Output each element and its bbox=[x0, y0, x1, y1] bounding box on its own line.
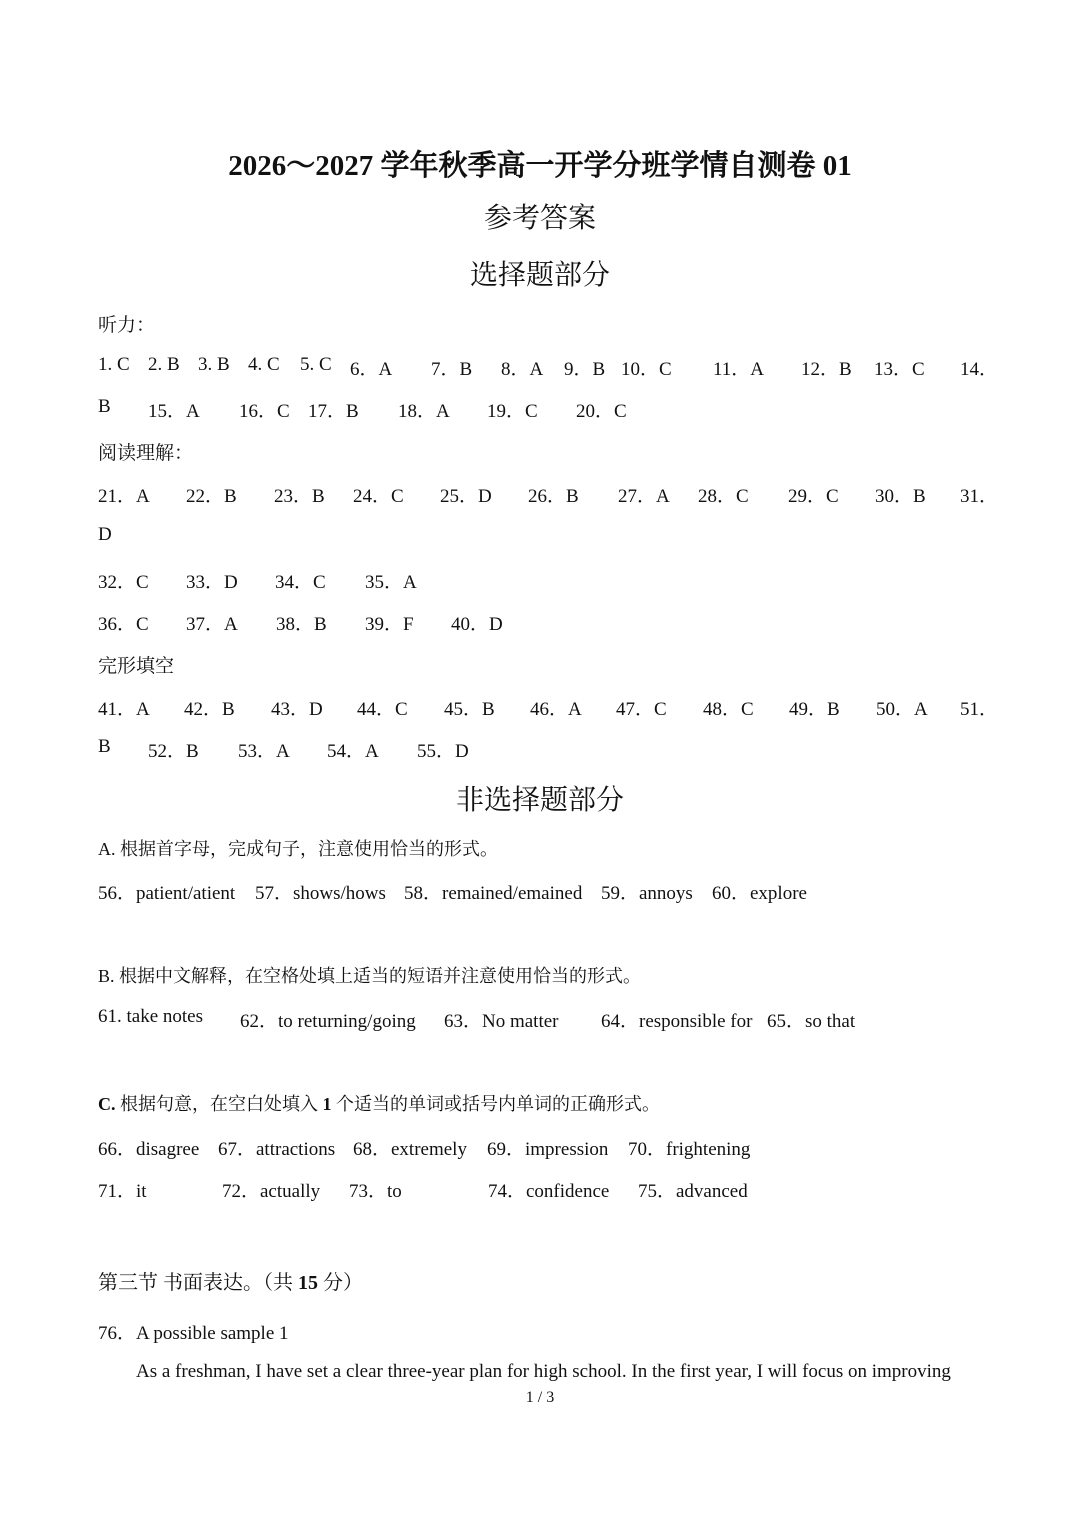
answer-item: 60．explore bbox=[712, 883, 807, 904]
answer-item: 11．A bbox=[713, 359, 765, 380]
part-c-number: 1 bbox=[322, 1094, 332, 1114]
answer-item: 2. B bbox=[148, 354, 180, 375]
answer-item: 51． bbox=[960, 699, 999, 720]
answer-item: 1. C bbox=[98, 354, 130, 375]
answer-item: 52．B bbox=[148, 741, 199, 762]
answer-item: 47．C bbox=[616, 699, 667, 720]
answer-item: 44．C bbox=[357, 699, 408, 720]
answer-item: 53．A bbox=[238, 741, 290, 762]
writing-heading-text: 第三节 书面表达。（共 bbox=[98, 1272, 298, 1294]
answer-item: 17．B bbox=[308, 401, 359, 422]
answer-item: 64．responsible for bbox=[601, 1011, 753, 1032]
answer-item: 8．A bbox=[501, 359, 544, 380]
answer-item: 68．extremely bbox=[353, 1139, 467, 1160]
answer-item: 21．A bbox=[98, 486, 150, 507]
answer-item: 7．B bbox=[431, 359, 473, 380]
answer-item: 29．C bbox=[788, 486, 839, 507]
answer-item: 72．actually bbox=[222, 1181, 321, 1202]
answer-item: 66．disagree bbox=[98, 1139, 200, 1160]
answer-item: 25．D bbox=[440, 486, 492, 507]
answer-item: 16．C bbox=[239, 401, 290, 422]
answer-item: B bbox=[98, 736, 111, 757]
answer-item: 48．C bbox=[703, 699, 754, 720]
part-a-instruction: A. 根据首字母，完成句子，注意使用恰当的形式。 bbox=[98, 839, 498, 859]
writing-item: 76．A possible sample 1 bbox=[98, 1323, 289, 1344]
answer-item: 23．B bbox=[274, 486, 325, 507]
answer-item: 74．confidence bbox=[488, 1181, 610, 1202]
answer-item: 69．impression bbox=[487, 1139, 609, 1160]
answer-item: 45．B bbox=[444, 699, 495, 720]
part-c-text: 根据句意，在空白处填入 bbox=[115, 1094, 323, 1114]
answer-item: 15．A bbox=[148, 401, 200, 422]
answer-item: 67．attractions bbox=[218, 1139, 336, 1160]
answer-item: 30．B bbox=[875, 486, 926, 507]
answer-item: 55．D bbox=[417, 741, 469, 762]
answer-item: 38．B bbox=[276, 614, 327, 635]
answer-item: 54．A bbox=[327, 741, 379, 762]
answer-item: 42．B bbox=[184, 699, 235, 720]
reading-label: 阅读理解： bbox=[98, 443, 194, 464]
answer-item: 63．No matter bbox=[444, 1011, 559, 1032]
answer-item: 65．so that bbox=[767, 1011, 856, 1032]
answer-item: 6．A bbox=[350, 359, 393, 380]
answer-item: 57．shows/hows bbox=[255, 883, 386, 904]
answer-item: 9．B bbox=[564, 359, 606, 380]
document-subtitle: 参考答案 bbox=[483, 203, 596, 234]
answer-item: 22．B bbox=[186, 486, 237, 507]
answer-item: 73．to bbox=[349, 1181, 402, 1202]
answer-item: 20．C bbox=[576, 401, 627, 422]
part-b-instruction: B. 根据中文解释，在空格处填上适当的短语并注意使用恰当的形式。 bbox=[98, 966, 642, 986]
answer-item: 43．D bbox=[271, 699, 323, 720]
answer-item: 10．C bbox=[621, 359, 672, 380]
answer-item: 59．annoys bbox=[601, 883, 693, 904]
listening-label: 听力： bbox=[98, 315, 156, 336]
answer-item: 26．B bbox=[528, 486, 579, 507]
section-heading-nonchoice: 非选择题部分 bbox=[455, 785, 624, 816]
part-c-label: C. bbox=[98, 1094, 116, 1114]
answer-item: 40．D bbox=[451, 614, 503, 635]
page-number: 1 / 3 bbox=[525, 1389, 555, 1406]
answer-item: D bbox=[98, 524, 112, 545]
writing-heading-score: 15 bbox=[298, 1272, 318, 1294]
answer-item: 31． bbox=[960, 486, 999, 507]
part-c-text-end: 个适当的单词或括号内单词的正确形式。 bbox=[331, 1094, 660, 1114]
answer-item: 61. take notes bbox=[98, 1006, 204, 1027]
answer-item: 36．C bbox=[98, 614, 149, 635]
answer-item: 35．A bbox=[365, 572, 417, 593]
answer-item: 33．D bbox=[186, 572, 238, 593]
answer-item: 19．C bbox=[487, 401, 538, 422]
answer-item: 28．C bbox=[698, 486, 749, 507]
answer-item: 58．remained/emained bbox=[404, 883, 583, 904]
answer-item: 4. C bbox=[248, 354, 280, 375]
answer-item: 41．A bbox=[98, 699, 150, 720]
answer-item: 37．A bbox=[186, 614, 238, 635]
answer-item: 75．advanced bbox=[638, 1181, 748, 1202]
document-title: 2026～2027 学年秋季高一开学分班学情自测卷 01 bbox=[228, 150, 852, 182]
answer-item: 46．A bbox=[530, 699, 582, 720]
answer-item: 13．C bbox=[874, 359, 925, 380]
answer-item: 49．B bbox=[789, 699, 840, 720]
answer-item: 50．A bbox=[876, 699, 928, 720]
answer-item: 18．A bbox=[398, 401, 450, 422]
part-c-instruction bbox=[98, 1090, 660, 1116]
answer-item: 34．C bbox=[275, 572, 326, 593]
answer-item: 12．B bbox=[801, 359, 852, 380]
answer-item: B bbox=[98, 396, 111, 417]
answer-item: 32．C bbox=[98, 572, 149, 593]
writing-heading bbox=[98, 1266, 363, 1295]
answer-item: 70．frightening bbox=[628, 1139, 751, 1160]
answer-item: 62．to returning/going bbox=[240, 1011, 416, 1032]
answer-item: 71．it bbox=[98, 1181, 147, 1202]
answer-item: 3. B bbox=[198, 354, 230, 375]
answer-item: 27．A bbox=[618, 486, 670, 507]
answer-item: 14． bbox=[960, 359, 999, 380]
writing-heading-end: 分） bbox=[318, 1272, 363, 1294]
answer-item: 39．F bbox=[365, 614, 414, 635]
answer-item: 56．patient/atient bbox=[98, 883, 236, 904]
cloze-label: 完形填空 bbox=[98, 656, 175, 677]
section-heading-choice: 选择题部分 bbox=[469, 260, 610, 291]
answer-item: 5. C bbox=[300, 354, 332, 375]
writing-sample-paragraph: As a freshman, I have set a clear three-year plan for high school. In the first year, I will focus on improving bbox=[136, 1361, 951, 1382]
answer-item: 24．C bbox=[353, 486, 404, 507]
